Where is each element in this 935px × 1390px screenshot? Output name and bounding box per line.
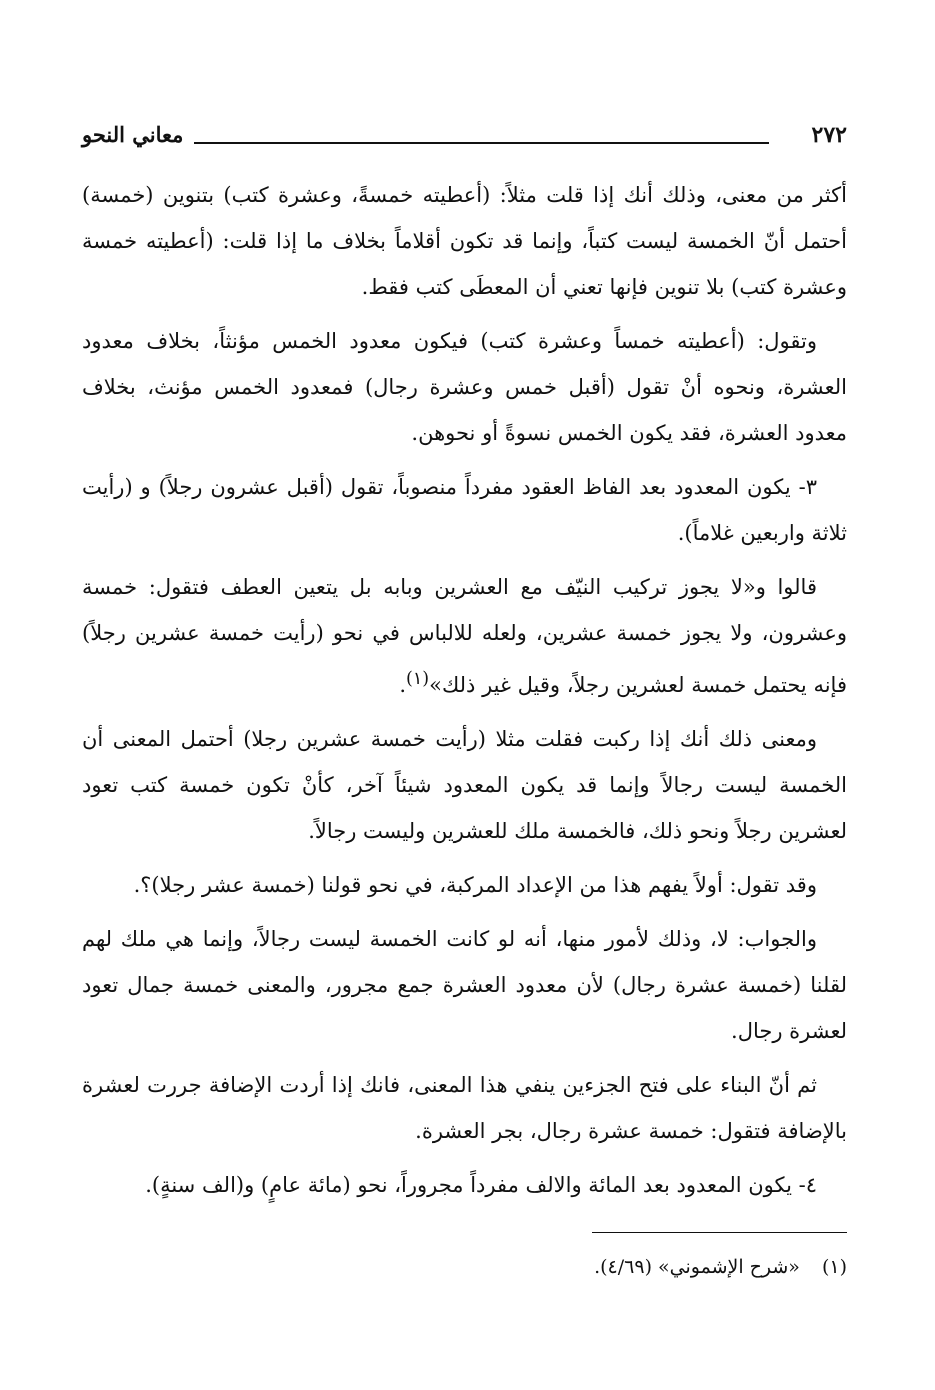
footnote [82, 1252, 847, 1282]
footnote-rule [592, 1232, 847, 1233]
paragraph-8: ثم أنّ البناء على فتح الجزءين ينفي هذا المعنى، فانك إذا أردت الإضافة جررت لعشرة بالإضافة فتقول: خمسة عشرة رجال، بجر العشرة. [82, 1073, 847, 1143]
footnote-number: (١) [821, 1256, 847, 1278]
paragraph-4-text: قالوا و«لا يجوز تركيب النيّف مع العشرين وبابه بل يتعين العطف فتقول: خمسة وعشرون، ولا يجوز خمسة عشرين، ولعله للالباس في نحو (رأيت خمسة عشرين رجلاً) فإنه يحتمل خمسة لعشرين رجلاً، وقيل غير ذلك» [82, 575, 847, 697]
footnote-reference: (١) [406, 669, 430, 689]
paragraph-2: وتقول: (أعطيته خمساً وعشرة كتب) فيكون معدود الخمس مؤنثاً، بخلاف معدود العشرة، ونحوه أنْ تقول (أقبل خمس وعشرة رجال) فمعدود الخمس مؤنث، بخلاف معدود العشرة، فقد يكون الخمس نسوةً أو نحوهن. [82, 329, 847, 445]
paragraph-7: والجواب: لا، وذلك لأمور منها، أنه لو كانت الخمسة ليست رجالاً، وإنما هي ملك لهم لقلنا (خمسة عشرة رجال) لأن معدود العشرة جمع مجرور، والمعنى خمسة جمال تعود لعشرة رجال. [82, 927, 847, 1043]
paragraph-5: ومعنى ذلك أنك إذا ركبت فقلت مثلا (رأيت خمسة عشرين رجلا) أحتمل المعنى أن الخمسة ليست رجالاً وإنما قد يكون المعدود شيئاً آخر، كأنْ تكون خمسة كتب تعود لعشرين رجلاً ونحو ذلك، فالخمسة ملك للعشرين وليست رجالاً. [82, 727, 847, 843]
page-body [82, 172, 847, 1216]
running-title: معاني النحو [82, 122, 184, 147]
paragraph-1: أكثر من معنى، وذلك أنك إذا قلت مثلاً: (أعطيته خمسةً، وعشرة كتب) بتنوين (خمسة) أحتمل أنّ الخمسة ليست كتباً، وإنما قد تكون أقلاماً بخلاف ما إذا قلت: (أعطيته خمسة وعشرة كتب) بلا تنوين فإنها تعني أن المعطَى كتب فقط. [82, 183, 847, 299]
footnote-text: «شرح الإشموني» (٤/٦٩). [594, 1256, 800, 1278]
page-number: ٢٧٢ [811, 122, 847, 148]
paragraph-3: ٣- يكون المعدود بعد الفاظ العقود مفرداً منصوباً، تقول (أقبل عشرون رجلاً) و (رأيت ثلاثة واربعين غلاماً). [82, 475, 847, 545]
paragraph-4: قالوا و«لا يجوز تركيب النيّف مع العشرين وبابه بل يتعين العطف فتقول: خمسة وعشرون، ولا يجوز خمسة عشرين، ولعله للالباس في نحو (رأيت خمسة عشرين رجلاً) فإنه يحتمل خمسة لعشرين رجلاً، وقيل غير ذلك»$^{(١)}$. [82, 575, 847, 697]
page-header [82, 118, 847, 158]
header-rule [194, 142, 769, 144]
paragraph-9: ٤- يكون المعدود بعد المائة والالف مفرداً مجروراً، نحو (مائة عامٍ) و(الف سنةٍ). [145, 1173, 817, 1197]
paragraph-6: وقد تقول: أولاً يفهم هذا من الإعداد المركبة، في نحو قولنا (خمسة عشر رجلا)؟. [133, 873, 817, 897]
